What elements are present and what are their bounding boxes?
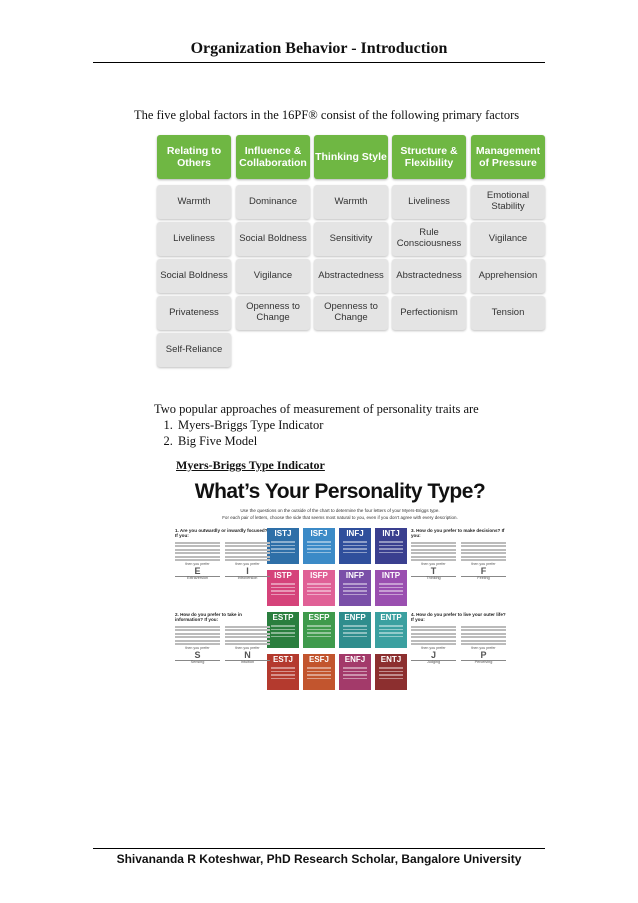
- tile-description-line: [379, 636, 403, 638]
- mbti-type-code: ISFP: [310, 571, 328, 580]
- preference-label: then you prefer: [421, 562, 446, 566]
- approaches-intro: Two popular approaches of measurement of personality traits are: [154, 402, 479, 416]
- tile-description-line: [343, 552, 367, 554]
- tile-description-line: [307, 590, 331, 592]
- page-header-title: Organization Behavior - Introduction: [190, 40, 448, 57]
- tile-description-line: [343, 671, 367, 673]
- tile-description-line: [307, 629, 331, 631]
- option-text-line: [225, 552, 270, 554]
- option-text-line: [225, 640, 270, 642]
- option-text-line: [461, 542, 506, 544]
- preference-letter: N: [244, 649, 251, 660]
- tile-description-line: [343, 541, 367, 543]
- preference-label: then you prefer: [185, 646, 210, 650]
- tile-description-line: [271, 587, 295, 589]
- option-text-line: [461, 643, 506, 645]
- mbti-type-tile: [375, 528, 407, 564]
- tile-description-line: [343, 632, 367, 634]
- mbti-type-tile: [339, 528, 371, 564]
- factor-cell: Warmth: [314, 185, 388, 219]
- mbti-type-code: INFJ: [346, 529, 364, 538]
- mbti-type-code: ESFP: [308, 613, 330, 622]
- option-text-line: [461, 556, 506, 558]
- question-option-column: [411, 540, 456, 581]
- mbti-type-code: INTJ: [382, 529, 400, 538]
- mbti-type-code: ISTP: [274, 571, 292, 580]
- question-option-column: [411, 624, 456, 665]
- tile-description-line: [271, 583, 295, 585]
- tile-description-line: [379, 667, 403, 669]
- tile-description-line: [307, 671, 331, 673]
- question-title: 3. How do you prefer to make decisions? If you:: [411, 528, 505, 538]
- personality-type-poster: [175, 478, 505, 740]
- tile-description-line: [379, 594, 403, 596]
- option-text-line: [461, 640, 506, 642]
- tile-description-line: [307, 674, 331, 676]
- poster-title: What’s Your Personality Type?: [194, 480, 486, 503]
- preference-letter: T: [430, 565, 437, 576]
- factor-cell: Vigilance: [236, 259, 310, 293]
- preference-word: Feeling: [461, 576, 506, 581]
- preference-word: Extraversion: [175, 576, 220, 581]
- preference-word: Thinking: [411, 576, 456, 581]
- question-option-column: [225, 624, 270, 665]
- mbti-type-tile: [303, 612, 335, 648]
- question-option-column: [225, 540, 270, 581]
- preference-word: Introversion: [225, 576, 270, 581]
- option-text-line: [411, 629, 456, 631]
- factor-cell: Privateness: [157, 296, 231, 330]
- factor-cell: Liveliness: [157, 222, 231, 256]
- tile-description-line: [379, 548, 403, 550]
- tile-description-line: [307, 545, 331, 547]
- mbti-type-code: INTP: [381, 571, 401, 580]
- mbti-question-box: [175, 528, 270, 581]
- tile-description-line: [307, 548, 331, 550]
- tile-description-line: [307, 552, 331, 554]
- mbti-type-tile: [339, 570, 371, 606]
- mbti-type-code: ENFJ: [344, 655, 366, 664]
- factor-header: Influence & Collaboration: [236, 135, 310, 179]
- factor-cell: Perfectionism: [392, 296, 466, 330]
- tile-description-line: [271, 545, 295, 547]
- poster-subtitle-2: For each pair of letters, choose the side that seems most natural to you, even if you don’t agree with every description.: [222, 515, 458, 520]
- option-text-line: [175, 640, 220, 642]
- factor-cell: Openness to Change: [236, 296, 310, 330]
- mbti-type-tile: [375, 570, 407, 606]
- tile-description-line: [343, 583, 367, 585]
- mbti-type-code: ENTJ: [380, 655, 402, 664]
- tile-description-line: [379, 632, 403, 634]
- tile-description-line: [379, 541, 403, 543]
- option-text-line: [461, 559, 506, 561]
- option-text-line: [411, 552, 456, 554]
- mbti-type-tile: [375, 654, 407, 690]
- tile-description-line: [307, 625, 331, 627]
- option-text-line: [225, 542, 270, 544]
- tile-description-line: [307, 667, 331, 669]
- factor-cell: Emotional Stability: [471, 185, 545, 219]
- approaches-section: [154, 401, 479, 449]
- sixteen-pf-factor-chart: [157, 135, 547, 375]
- tile-description-line: [271, 636, 295, 638]
- preference-letter: S: [194, 649, 201, 660]
- question-option-column: [461, 624, 506, 665]
- option-text-line: [411, 549, 456, 551]
- question-title: 4. How do you prefer to live your outer life? If you:: [411, 612, 506, 622]
- option-text-line: [461, 629, 506, 631]
- mbti-type-tile: [267, 612, 299, 648]
- mbti-question-box: [411, 612, 506, 665]
- option-text-line: [411, 559, 456, 561]
- option-text-line: [175, 626, 220, 628]
- option-text-line: [175, 545, 220, 547]
- option-text-line: [225, 633, 270, 635]
- option-text-line: [175, 636, 220, 638]
- footer-divider: [93, 848, 545, 849]
- factor-header: Thinking Style: [314, 135, 388, 179]
- option-text-line: [411, 542, 456, 544]
- question-option-column: [175, 540, 220, 581]
- factor-header: Management of Pressure: [471, 135, 545, 179]
- option-text-line: [461, 545, 506, 547]
- option-text-line: [411, 640, 456, 642]
- tile-description-line: [307, 636, 331, 638]
- tile-description-line: [271, 552, 295, 554]
- mbti-type-tile: [303, 654, 335, 690]
- option-text-line: [411, 556, 456, 558]
- factor-header: Structure & Flexibility: [392, 135, 466, 179]
- tile-description-line: [379, 583, 403, 585]
- tile-description-line: [271, 678, 295, 680]
- option-text-line: [461, 626, 506, 628]
- tile-description-line: [307, 587, 331, 589]
- mbti-type-code: ENTP: [380, 613, 402, 622]
- factor-cell: Dominance: [236, 185, 310, 219]
- preference-label: then you prefer: [421, 646, 446, 650]
- option-text-line: [411, 626, 456, 628]
- option-text-line: [461, 633, 506, 635]
- question-title: 2. How do you prefer to take in information? If you:: [175, 612, 242, 622]
- mbti-type-tile: [339, 654, 371, 690]
- tile-description-line: [307, 632, 331, 634]
- preference-letter: P: [480, 649, 487, 660]
- preference-label: then you prefer: [235, 646, 260, 650]
- preference-word: Perceiving: [461, 660, 506, 665]
- tile-description-line: [271, 632, 295, 634]
- factor-cell: Tension: [471, 296, 545, 330]
- tile-description-line: [271, 625, 295, 627]
- option-text-line: [175, 559, 220, 561]
- option-text-line: [461, 549, 506, 551]
- preference-label: then you prefer: [235, 562, 260, 566]
- tile-description-line: [379, 671, 403, 673]
- tile-description-line: [307, 541, 331, 543]
- factor-cell: Abstractedness: [392, 259, 466, 293]
- option-text-line: [461, 552, 506, 554]
- option-text-line: [175, 643, 220, 645]
- option-text-line: [225, 545, 270, 547]
- tile-description-line: [379, 545, 403, 547]
- tile-description-line: [271, 674, 295, 676]
- option-text-line: [175, 552, 220, 554]
- preference-word: Judging: [411, 660, 456, 665]
- factor-cell: Self-Reliance: [157, 333, 231, 367]
- factor-cell: Warmth: [157, 185, 231, 219]
- tile-description-line: [271, 590, 295, 592]
- tile-description-line: [379, 625, 403, 627]
- mbti-type-code: ENFP: [344, 613, 366, 622]
- tile-description-line: [379, 552, 403, 554]
- tile-description-line: [343, 674, 367, 676]
- factor-cell: Liveliness: [392, 185, 466, 219]
- tile-description-line: [379, 590, 403, 592]
- tile-description-line: [343, 548, 367, 550]
- question-option-column: [461, 540, 506, 581]
- tile-description-line: [307, 594, 331, 596]
- factor-cell: Apprehension: [471, 259, 545, 293]
- preference-label: then you prefer: [471, 562, 496, 566]
- tile-description-line: [271, 594, 295, 596]
- header-divider: [93, 62, 545, 63]
- mbti-type-tile: [267, 570, 299, 606]
- option-text-line: [411, 545, 456, 547]
- mbti-type-code: ESFJ: [308, 655, 329, 664]
- tile-description-line: [307, 678, 331, 680]
- tile-description-line: [343, 587, 367, 589]
- tile-description-line: [271, 541, 295, 543]
- question-option-column: [175, 624, 220, 665]
- mbti-type-code: INFP: [345, 571, 365, 580]
- factor-cell: Social Boldness: [157, 259, 231, 293]
- approach-item-big-five: 2. Big Five Model: [176, 433, 479, 449]
- preference-letter: J: [430, 649, 436, 660]
- factor-cell: Abstractedness: [314, 259, 388, 293]
- poster-subtitle-1: Use the questions on the outside of the chart to determine the four letters of your Myers-Briggs type.: [240, 508, 440, 513]
- factor-cell: Rule Consciousness: [392, 222, 466, 256]
- mbti-type-tile: [303, 570, 335, 606]
- factor-cell: Openness to Change: [314, 296, 388, 330]
- mbti-question-box: [175, 612, 270, 665]
- option-text-line: [225, 643, 270, 645]
- tile-description-line: [379, 629, 403, 631]
- approaches-list: [154, 417, 479, 449]
- tile-description-line: [343, 678, 367, 680]
- tile-description-line: [343, 629, 367, 631]
- mbti-type-tile: [339, 612, 371, 648]
- preference-label: then you prefer: [185, 562, 210, 566]
- option-text-line: [175, 542, 220, 544]
- factor-cell: Social Boldness: [236, 222, 310, 256]
- option-text-line: [225, 556, 270, 558]
- preference-label: then you prefer: [471, 646, 496, 650]
- option-text-line: [411, 633, 456, 635]
- preference-letter: F: [480, 565, 487, 576]
- intro-paragraph: The five global factors in the 16PF® consist of the following primary factors: [134, 108, 520, 122]
- option-text-line: [225, 549, 270, 551]
- option-text-line: [225, 559, 270, 561]
- tile-description-line: [379, 587, 403, 589]
- mbti-type-code: ESTJ: [272, 655, 293, 664]
- option-text-line: [175, 633, 220, 635]
- tile-description-line: [271, 667, 295, 669]
- mbti-type-tile: [267, 654, 299, 690]
- mbti-type-code: ISTJ: [274, 529, 292, 538]
- option-text-line: [461, 636, 506, 638]
- option-text-line: [175, 629, 220, 631]
- tile-description-line: [379, 674, 403, 676]
- option-text-line: [411, 643, 456, 645]
- tile-description-line: [343, 594, 367, 596]
- preference-letter: I: [246, 565, 249, 576]
- mbti-section-heading: Myers-Briggs Type Indicator: [176, 458, 325, 472]
- tile-description-line: [307, 583, 331, 585]
- page-footer: Shivananda R Koteshwar, PhD Research Scholar, Bangalore University: [116, 852, 522, 866]
- factor-header: Relating to Others: [157, 135, 231, 179]
- approach-item-mbti: 1. Myers-Briggs Type Indicator: [176, 417, 479, 433]
- option-text-line: [175, 549, 220, 551]
- factor-cell: Sensitivity: [314, 222, 388, 256]
- preference-word: Intuition: [225, 660, 270, 665]
- tile-description-line: [271, 548, 295, 550]
- mbti-question-box: [411, 528, 506, 581]
- option-text-line: [175, 556, 220, 558]
- option-text-line: [225, 626, 270, 628]
- mbti-type-tile: [375, 612, 407, 648]
- mbti-type-code: ESTP: [272, 613, 294, 622]
- factor-cell: Vigilance: [471, 222, 545, 256]
- mbti-type-tile: [267, 528, 299, 564]
- tile-description-line: [343, 590, 367, 592]
- preference-word: Sensing: [175, 660, 220, 665]
- option-text-line: [225, 636, 270, 638]
- question-title: 1. Are you outwardly or inwardly focused? If you:: [175, 528, 268, 538]
- tile-description-line: [343, 625, 367, 627]
- tile-description-line: [271, 671, 295, 673]
- tile-description-line: [271, 629, 295, 631]
- tile-description-line: [343, 636, 367, 638]
- tile-description-line: [379, 678, 403, 680]
- option-text-line: [225, 629, 270, 631]
- mbti-type-tile: [303, 528, 335, 564]
- mbti-type-code: ISFJ: [310, 529, 328, 538]
- option-text-line: [411, 636, 456, 638]
- tile-description-line: [343, 667, 367, 669]
- preference-letter: E: [194, 565, 201, 576]
- tile-description-line: [343, 545, 367, 547]
